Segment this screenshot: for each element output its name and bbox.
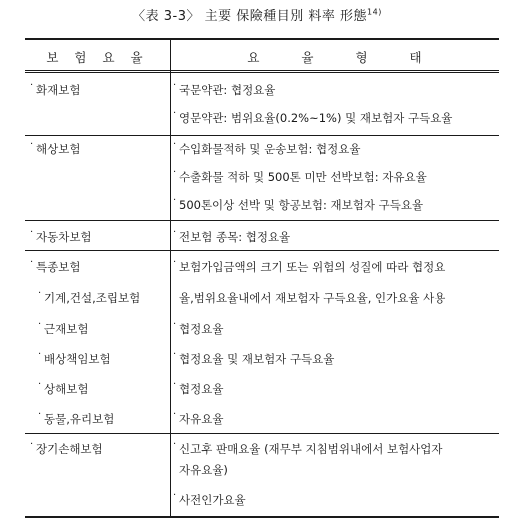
table-caption-text: 〈表 3-3〉 主要 保險種目別 料率 形態 — [132, 9, 368, 24]
row-fire-name: · 화재보험 — [36, 83, 80, 97]
row-special-item: · 협정요율 및 재보험자 구득요율 — [179, 352, 334, 366]
row-marine-item: · 수입화물적하 및 운송보험: 협정요율 — [179, 142, 360, 156]
rate-table — [25, 38, 499, 518]
row-longterm-item: · 신고후 판매요율 (재무부 지침범위내에서 보험사업자 — [179, 442, 443, 456]
row-special-sub: · 동물,유리보험 — [44, 412, 114, 426]
row-longterm-item: 자유요율) — [179, 463, 228, 477]
row-special-sub: · 상해보험 — [44, 382, 88, 396]
header-rate-type: 요 율 형 태 — [247, 50, 422, 65]
row-special-item: 율,범위요율내에서 재보험자 구득요율, 인가요율 사용 — [179, 291, 446, 305]
row-special-sub: · 근재보험 — [44, 322, 88, 336]
row-special-name: · 특종보험 — [36, 260, 80, 274]
table-caption — [0, 5, 514, 24]
row-fire-item: · 영문약관: 범위요율(0.2%~1%) 및 재보험자 구득요율 — [179, 111, 452, 125]
row-auto-item: · 전보험 종목: 협정요율 — [179, 230, 290, 244]
row-auto-name: · 자동차보험 — [36, 230, 92, 244]
row-marine-name: · 해상보험 — [36, 142, 80, 156]
row-divider — [25, 220, 499, 221]
row-longterm-name: · 장기손해보험 — [36, 442, 103, 456]
row-divider — [25, 250, 499, 251]
row-fire-item: · 국문약관: 협정요율 — [179, 83, 275, 97]
row-longterm-item: · 사전인가요율 — [179, 493, 246, 507]
row-special-item: · 자유요율 — [179, 412, 223, 426]
footnote-ref: 14) — [367, 7, 382, 17]
row-marine-item: · 수출화물 적하 및 500톤 미만 선박보험: 자유요율 — [179, 170, 427, 184]
row-special-item: · 협정요율 — [179, 382, 223, 396]
header-divider — [25, 70, 499, 73]
row-divider — [25, 433, 499, 434]
row-special-item: · 보험가입금액의 크기 또는 위험의 성질에 따라 협정요 — [179, 260, 445, 274]
header-insurance-rate: 보 험 요 율 — [46, 50, 149, 65]
row-special-item: · 협정요율 — [179, 322, 223, 336]
row-divider — [25, 135, 499, 136]
column-divider — [170, 40, 171, 516]
row-special-sub: · 기계,건설,조립보험 — [44, 291, 140, 305]
row-special-sub: · 배상책임보험 — [44, 352, 111, 366]
row-marine-item: · 500톤이상 선박 및 항공보험: 재보험자 구득요율 — [179, 198, 423, 212]
